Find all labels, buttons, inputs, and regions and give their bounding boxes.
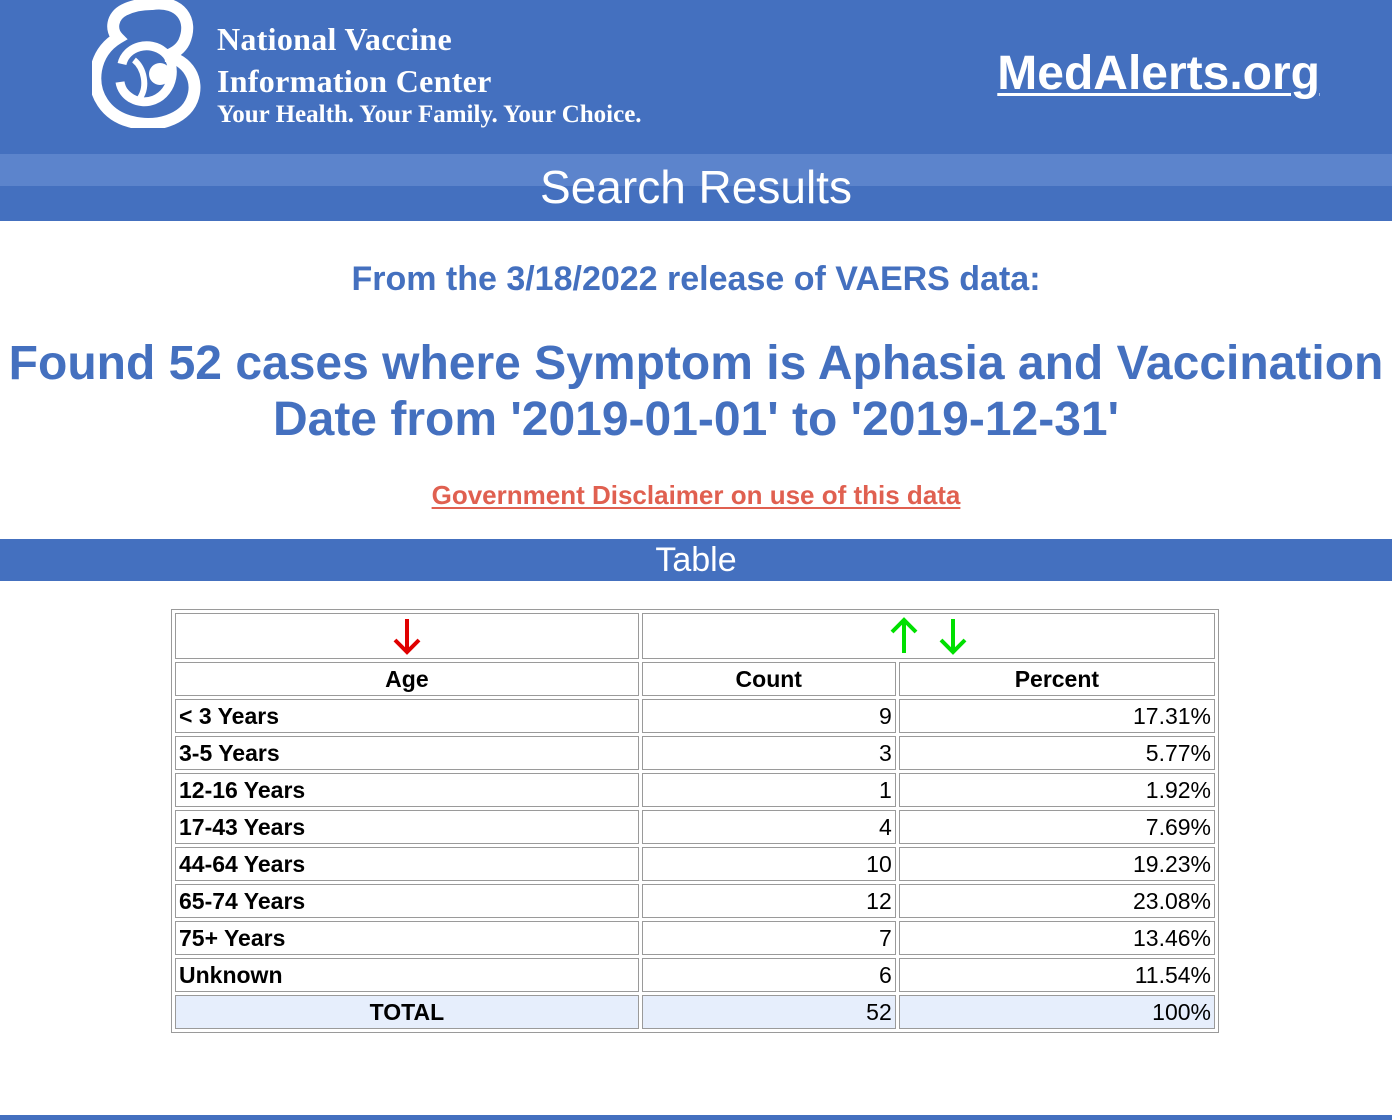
mother-child-logo-icon[interactable] <box>92 0 204 128</box>
count-cell: 9 <box>642 699 896 733</box>
percent-cell: 17.31% <box>899 699 1215 733</box>
percent-cell: 11.54% <box>899 958 1215 992</box>
org-name-line1: National Vaccine <box>217 21 453 57</box>
page-title: Search Results <box>0 154 1392 221</box>
total-row <box>175 995 1215 1029</box>
age-sort-cell <box>175 613 639 659</box>
government-disclaimer-link[interactable]: Government Disclaimer on use of this data <box>431 480 961 510</box>
age-cell: 3-5 Years <box>175 736 639 770</box>
count-sort-cell <box>642 613 1215 659</box>
total-label: TOTAL <box>175 995 639 1029</box>
age-cell: 17-43 Years <box>175 810 639 844</box>
count-cell: 1 <box>642 773 896 807</box>
header-row <box>175 662 1215 696</box>
org-name <box>217 18 492 102</box>
count-cell: 10 <box>642 847 896 881</box>
column-header-percent: Percent <box>899 662 1215 696</box>
percent-cell: 13.46% <box>899 921 1215 955</box>
percent-cell: 23.08% <box>899 884 1215 918</box>
disclaimer-container <box>0 478 1392 512</box>
table-row <box>175 810 1215 844</box>
sort-down-green-icon[interactable] <box>938 616 968 656</box>
percent-cell: 1.92% <box>899 773 1215 807</box>
percent-cell: 7.69% <box>899 810 1215 844</box>
total-percent: 100% <box>899 995 1215 1029</box>
table-row <box>175 773 1215 807</box>
release-info: From the 3/18/2022 release of VAERS data: <box>351 260 1041 298</box>
age-cell: 75+ Years <box>175 921 639 955</box>
age-cell: < 3 Years <box>175 699 639 733</box>
sort-down-red-icon[interactable] <box>392 616 422 656</box>
table-row <box>175 847 1215 881</box>
percent-cell: 19.23% <box>899 847 1215 881</box>
results-summary-line2: Date from '2019-01-01' to '2019-12-31' <box>272 393 1120 446</box>
org-name-line2: Information Center <box>217 63 492 99</box>
results-table-wrapper <box>171 609 1219 1033</box>
results-summary <box>0 336 1392 448</box>
count-cell: 7 <box>642 921 896 955</box>
medalerts-home-link[interactable]: MedAlerts.org <box>997 47 1320 100</box>
org-tagline: Your Health. Your Family. Your Choice. <box>217 101 642 128</box>
age-cell: Unknown <box>175 958 639 992</box>
column-header-count: Count <box>642 662 896 696</box>
table-row <box>175 736 1215 770</box>
sort-up-green-icon[interactable] <box>889 616 919 656</box>
sort-row <box>175 613 1215 659</box>
column-header-age: Age <box>175 662 639 696</box>
table-row <box>175 699 1215 733</box>
footer-divider <box>0 1115 1392 1120</box>
results-table <box>171 609 1219 1033</box>
results-summary-line1: Found 52 cases where Symptom is Aphasia and Vaccination <box>8 337 1384 390</box>
table-row <box>175 884 1215 918</box>
total-count: 52 <box>642 995 896 1029</box>
site-header <box>0 0 1392 154</box>
count-cell: 6 <box>642 958 896 992</box>
section-title-table: Table <box>0 539 1392 581</box>
age-cell: 12-16 Years <box>175 773 639 807</box>
age-cell: 44-64 Years <box>175 847 639 881</box>
age-cell: 65-74 Years <box>175 884 639 918</box>
percent-cell: 5.77% <box>899 736 1215 770</box>
table-row <box>175 958 1215 992</box>
count-cell: 4 <box>642 810 896 844</box>
table-row <box>175 921 1215 955</box>
count-cell: 12 <box>642 884 896 918</box>
count-cell: 3 <box>642 736 896 770</box>
